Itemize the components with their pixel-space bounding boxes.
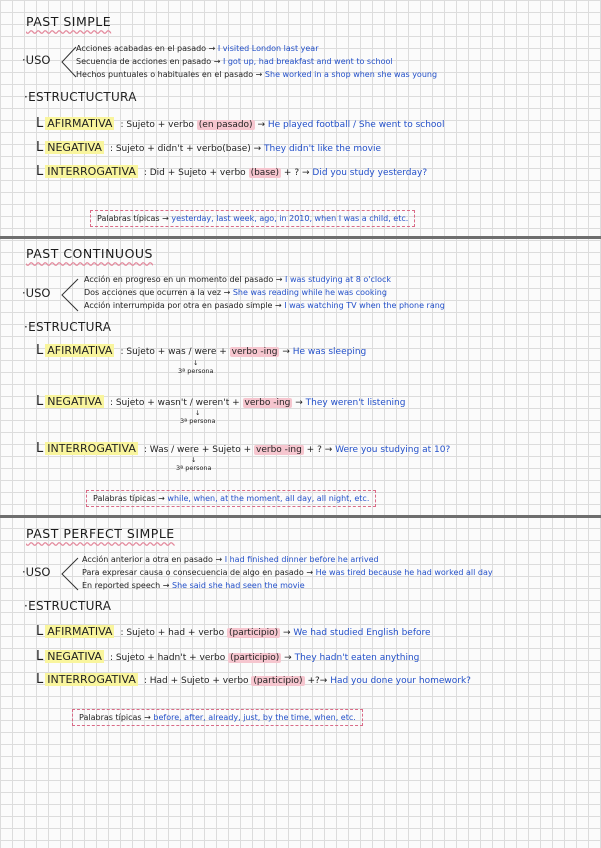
row-interrogativa: L INTERROGATIVA : Did + Sujeto + verbo (base) + ? → Did you study yesterday? <box>36 164 428 179</box>
typical-words-box: Palabras típicas → while, when, at the moment, all day, all night, etc. <box>86 490 376 507</box>
use-line: Acción anterior a otra en pasado → I had finished dinner before he arrived <box>82 555 379 564</box>
row-negativa: L NEGATIVA : Sujeto + wasn't / weren't + verbo -ing → They weren't listening <box>36 394 406 409</box>
persona-note: ↓ 3ª persona <box>176 456 212 472</box>
row-interrogativa: L INTERROGATIVA : Had + Sujeto + verbo (participio) +?→ Had you done your homework? <box>36 672 471 687</box>
use-line: En reported speech → She said she had seen the movie <box>82 581 305 590</box>
row-negativa: L NEGATIVA : Sujeto + didn't + verbo(base) → They didn't like the movie <box>36 140 382 155</box>
uso-label: ·USO <box>22 286 51 300</box>
bracket-icon <box>58 555 80 593</box>
use-line: Hechos puntuales o habituales en el pasado → She worked in a shop when she was young <box>76 70 438 79</box>
uso-label: ·USO <box>22 565 51 579</box>
row-afirmativa: L AFIRMATIVA : Sujeto + was / were + verbo -ing → He was sleeping <box>36 343 367 358</box>
estructura-heading: ·ESTRUCTURA <box>24 320 112 334</box>
bracket-icon <box>58 44 78 80</box>
typical-words-box: Palabras típicas → yesterday, last week, ago, in 2010, when I was a child, etc. <box>90 210 415 227</box>
section-title: PAST PERFECT SIMPLE <box>26 526 175 541</box>
estructura-heading: ·ESTRUCTUCTURA <box>24 90 137 104</box>
persona-note: ↓ 3ª persona <box>178 359 214 375</box>
use-line: Secuencia de acciones en pasado → I got up, had breakfast and went to school <box>76 57 393 66</box>
section-past-continuous <box>0 239 601 514</box>
row-afirmativa: L AFIRMATIVA : Sujeto + verbo (en pasado) → He played football / She went to school <box>36 116 445 131</box>
typical-words-box: Palabras típicas → before, after, already, just, by the time, when, etc. <box>72 709 363 726</box>
use-line: Acción interrumpida por otra en pasado simple → I was watching TV when the phone rang <box>84 301 445 310</box>
bracket-icon <box>58 276 80 314</box>
section-past-simple <box>0 0 601 236</box>
section-title: PAST CONTINUOUS <box>26 246 153 261</box>
persona-note: ↓ 3ª persona <box>180 409 216 425</box>
use-line: Acción en progreso en un momento del pasado → I was studying at 8 o'clock <box>84 275 392 284</box>
uso-label: ·USO <box>22 53 51 67</box>
row-interrogativa: L INTERROGATIVA : Was / were + Sujeto + verbo -ing + ? → Were you studying at 10? <box>36 441 451 456</box>
estructura-heading: ·ESTRUCTURA <box>24 599 112 613</box>
use-line: Dos acciones que ocurren a la vez → She was reading while he was cooking <box>84 288 387 297</box>
row-afirmativa: L AFIRMATIVA : Sujeto + had + verbo (participio) → We had studied English before <box>36 624 431 639</box>
use-line: Para expresar causa o consecuencia de algo en pasado → He was tired because he had worked all day <box>82 568 493 577</box>
section-title: PAST SIMPLE <box>26 14 112 29</box>
use-line: Acciones acabadas en el pasado → I visited London last year <box>76 44 319 53</box>
section-past-perfect-simple <box>0 518 601 738</box>
row-negativa: L NEGATIVA : Sujeto + hadn't + verbo (participio) → They hadn't eaten anything <box>36 649 420 664</box>
